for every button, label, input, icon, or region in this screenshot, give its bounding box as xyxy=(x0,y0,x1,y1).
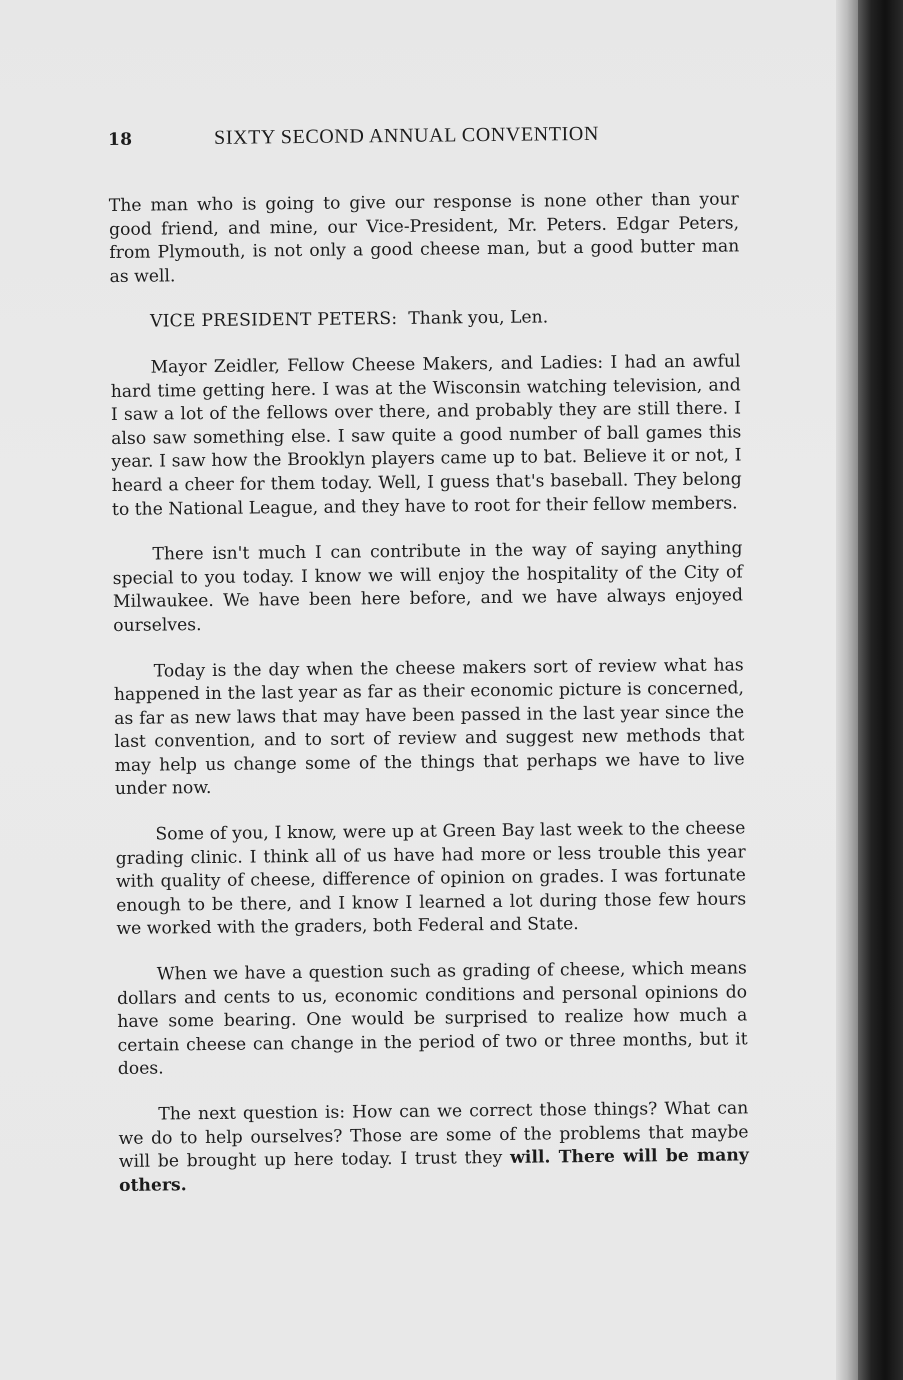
paragraph-text: Thank you, Len. xyxy=(408,307,549,330)
paragraph-tail: will. There will be many others. xyxy=(118,1145,749,1196)
paragraph-text: There isn't much I can contribute in the way of saying anything special to you today. I know we will enjoy the hospitality of the City of Milwaukee. We have been here before, and we have always enjoyed ourselves. xyxy=(112,538,744,636)
page-content xyxy=(108,121,749,1220)
paragraph-text: Some of you, I know, were up at Green Bay last week to the cheese grading clinic. I think all of us have had more or less trouble this year with quality of cheese, difference of opinion on grades. I was fortunate enough to be there, and I know I learned a lot during those few hours we worked with the graders, both Federal and State. xyxy=(115,818,747,940)
paragraph-review xyxy=(114,654,745,802)
paragraph-greeting xyxy=(110,350,742,522)
page-edge-shadow xyxy=(836,0,858,1380)
paragraph-text: Today is the day when the cheese makers sort of review what has happened in the last year as far as their economic picture is concerned, as far as new laws that may have been passed in the last year since the last convention, and to sort of review and suggest new methods that may help us change some of the things that perhaps we have to live under now. xyxy=(113,654,745,800)
running-head: SIXTY SECOND ANNUAL CONVENTION xyxy=(213,122,600,149)
paragraph-text: Mayor Zeidler, Fellow Cheese Makers, and Ladies: I had an awful hard time getting here. I was at the Wisconsin watching television, and I saw a lot of the fellows over there, and probably they are still there. I also saw something else. I saw quite a good number of ball games this year. I saw how the Brooklyn players came up to bat. Believe it or not, I heard a cheer for them today. Well, I guess that's baseball. They belong to the National League, and they have to root for their fellow members. xyxy=(110,351,742,520)
paragraph-text: The next question is: How can we correct those things? What can we do to help ourselves? Those are some of the problems that maybe will be brought up here today. I trust they xyxy=(118,1098,749,1173)
book-spine xyxy=(858,0,903,1380)
paragraph-closing xyxy=(118,1097,749,1198)
paragraph-hospitality xyxy=(112,538,743,639)
paragraph-introduction xyxy=(109,188,740,289)
paragraph-economic xyxy=(117,957,748,1082)
paragraph-speaker-line xyxy=(110,305,740,335)
paragraph-text: The man who is going to give our response is none other than your good friend, and mine, our Vice-President, Mr. Peters. Edgar Peters, from Plymouth, is not only a good cheese man, but a good butter man as well. xyxy=(108,189,740,287)
paragraph-grading-clinic xyxy=(115,817,746,942)
paragraph-text: When we have a question such as grading of cheese, which means dollars and cents to us, economic conditions and personal opinions do have some bearing. One would be surprised to realize how much a certain cheese can change in the period of two or three months, but it does. xyxy=(117,958,748,1080)
page-number: 18 xyxy=(108,129,133,150)
speaker-name: VICE PRESIDENT PETERS: xyxy=(149,309,398,332)
